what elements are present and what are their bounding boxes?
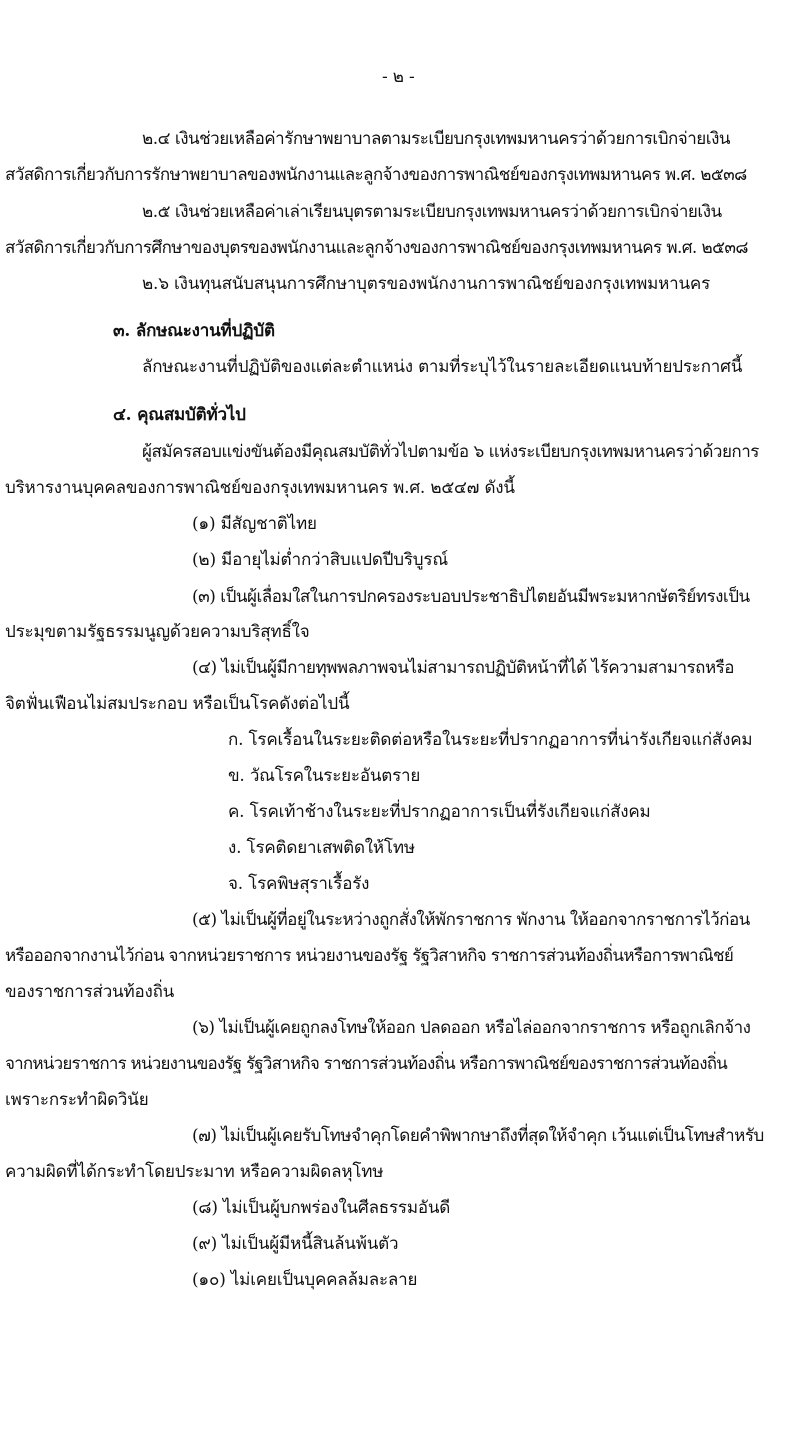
disease-item: ง. โรคติดยาเสพติดให้โทษ [228, 838, 415, 858]
qualification-5-line-2: หรือออกจากงานไว้ก่อน จากหน่วยราชการ หน่วยงานของรัฐ รัฐวิสาหกิจ ราชการส่วนท้องถิ่นหรือการพาณิชย์ [5, 946, 734, 966]
qualification-3-line-1: (๓) เป็นผู้เลื่อมใสในการปกครองระบอบประชาธิปไตยอันมีพระมหากษัตริย์ทรงเป็น [192, 587, 750, 607]
qualification-3-line-2: ประมุขตามรัฐธรรมนูญด้วยความบริสุทธิ์ใจ [5, 622, 310, 642]
section-4-heading: ๔. คุณสมบัติทั่วไป [113, 405, 246, 425]
disease-item: จ. โรคพิษสุราเรื้อรัง [228, 874, 370, 894]
qualification-2: (๒) มีอายุไม่ต่ำกว่าสิบแปดปีบริบูรณ์ [192, 550, 448, 570]
section-4-intro-line-2: บริหารงานบุคคลของการพาณิชย์ของกรุงเทพมหานคร พ.ศ. ๒๕๔๗ ดังนี้ [5, 478, 515, 498]
benefit-2-5-line-2: สวัสดิการเกี่ยวกับการศึกษาของบุตรของพนักงานและลูกจ้างของการพาณิชย์ของกรุงเทพมหานคร พ.ศ. ๒๕๓๘ [5, 238, 748, 258]
qualification-5-line-3: ของราชการส่วนท้องถิ่น [5, 982, 175, 1002]
qualification-7-line-1: (๗) ไม่เป็นผู้เคยรับโทษจำคุกโดยคำพิพากษาถึงที่สุดให้จำคุก เว้นแต่เป็นโทษสำหรับ [192, 1126, 764, 1146]
qualification-4-line-2: จิตฟั่นเฟือนไม่สมประกอบ หรือเป็นโรคดังต่อไปนี้ [5, 694, 350, 714]
qualification-5-line-1: (๕) ไม่เป็นผู้ที่อยู่ในระหว่างถูกสั่งให้พักราชการ พักงาน ให้ออกจากราชการไว้ก่อน [192, 910, 750, 930]
section-4-intro-line-1: ผู้สมัครสอบแข่งขันต้องมีคุณสมบัติทั่วไปตามข้อ ๖ แห่งระเบียบกรุงเทพมหานครว่าด้วยการ [142, 442, 759, 462]
disease-item: ค. โรคเท้าช้างในระยะที่ปรากฏอาการเป็นที่รังเกียจแก่สังคม [228, 802, 651, 822]
qualification-4-line-1: (๔) ไม่เป็นผู้มีกายทุพพลภาพจนไม่สามารถปฏิบัติหน้าที่ได้ ไร้ความสามารถหรือ [192, 658, 735, 678]
qualification-8: (๘) ไม่เป็นผู้บกพร่องในศีลธรรมอันดี [192, 1198, 451, 1218]
benefit-2-4-line-1: ๒.๔ เงินช่วยเหลือค่ารักษาพยาบาลตามระเบียบกรุงเทพมหานครว่าด้วยการเบิกจ่ายเงิน [142, 129, 731, 149]
benefit-2-6: ๒.๖ เงินทุนสนับสนุนการศึกษาบุตรของพนักงานการพาณิชย์ของกรุงเทพมหานคร [142, 274, 711, 294]
qualification-6-line-3: เพราะกระทำผิดวินัย [5, 1090, 149, 1110]
qualification-9: (๙) ไม่เป็นผู้มีหนี้สินล้นพ้นตัว [192, 1234, 399, 1254]
section-3-heading: ๓. ลักษณะงานที่ปฏิบัติ [113, 321, 275, 341]
qualification-7-line-2: ความผิดที่ได้กระทำโดยประมาท หรือความผิดลหุโทษ [5, 1162, 384, 1182]
disease-item: ข. วัณโรคในระยะอันตราย [228, 766, 421, 786]
disease-item: ก. โรคเรื้อนในระยะติดต่อหรือในระยะที่ปรากฏอาการที่น่ารังเกียจแก่สังคม [228, 730, 753, 750]
benefit-2-5-line-1: ๒.๕ เงินช่วยเหลือค่าเล่าเรียนบุตรตามระเบียบกรุงเทพมหานครว่าด้วยการเบิกจ่ายเงิน [142, 202, 722, 222]
qualification-10: (๑๐) ไม่เคยเป็นบุคคลล้มละลาย [192, 1270, 418, 1290]
qualification-6-line-1: (๖) ไม่เป็นผู้เคยถูกลงโทษให้ออก ปลดออก หรือไล่ออกจากราชการ หรือถูกเลิกจ้าง [192, 1018, 751, 1038]
section-3-body: ลักษณะงานที่ปฏิบัติของแต่ละตำแหน่ง ตามที่ระบุไว้ในรายละเอียดแนบท้ายประกาศนี้ [142, 357, 743, 377]
benefit-2-4-line-2: สวัสดิการเกี่ยวกับการรักษาพยาบาลของพนักงานและลูกจ้างของการพาณิชย์ของกรุงเทพมหานคร พ.ศ. ๒๕๓๘ [5, 165, 747, 185]
qualification-6-line-2: จากหน่วยราชการ หน่วยงานของรัฐ รัฐวิสาหกิจ ราชการส่วนท้องถิ่น หรือการพาณิชย์ของราชการส่วนท้องถิ่น [5, 1054, 728, 1074]
qualification-1: (๑) มีสัญชาติไทย [192, 514, 317, 534]
page-number: - ๒ - [382, 67, 415, 87]
